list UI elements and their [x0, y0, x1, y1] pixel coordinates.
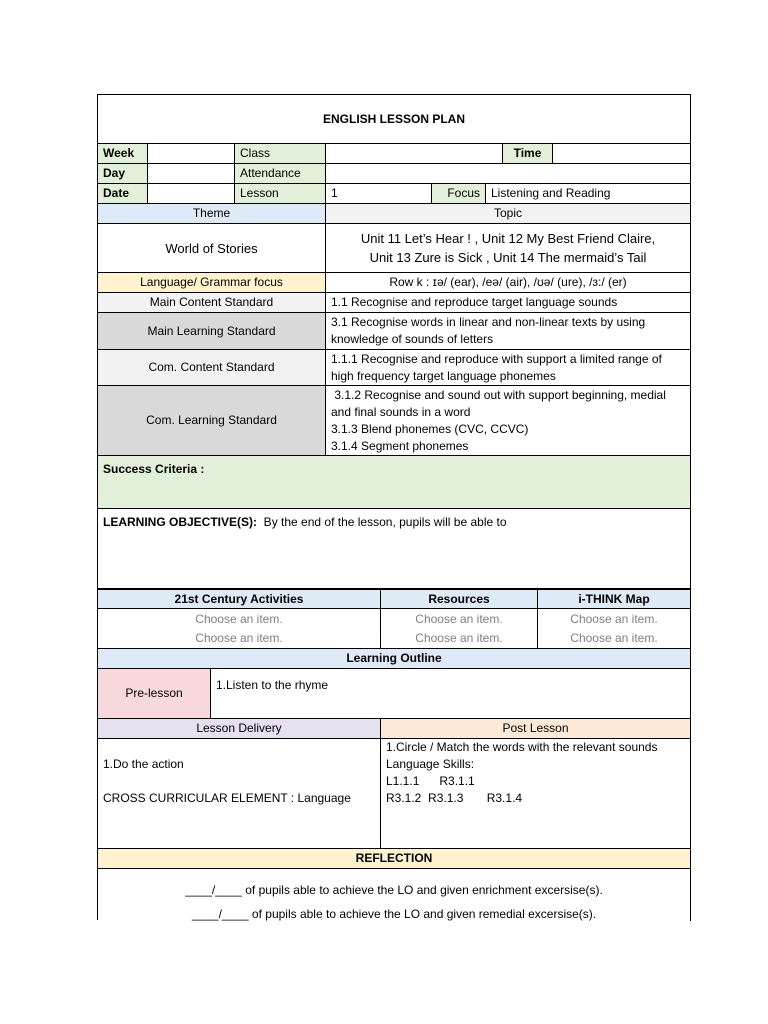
com-content-standard-label: Com. Content Standard — [98, 350, 326, 386]
post-lesson-line: L1.1.1 R3.1.1 — [386, 774, 475, 788]
main-learning-standard-value — [326, 313, 691, 350]
ithink-map-header: i-THINK Map — [538, 589, 691, 609]
choose-item-dropdown[interactable]: Choose an item. — [195, 630, 283, 645]
grammar-focus-value: Row k : ɪə/ (ear), /eə/ (air), /ʊə/ (ure), /ɜ:/ (er) — [326, 273, 691, 293]
post-lesson-content — [381, 739, 691, 849]
lesson-delivery-header: Lesson Delivery — [98, 719, 381, 739]
reflection-enrichment-line: ____/____ of pupils able to achieve the LO and given enrichment excersise(s). — [185, 883, 603, 897]
time-value[interactable] — [553, 144, 691, 164]
century-activities-header: 21st Century Activities — [98, 589, 381, 609]
day-label: Day — [98, 164, 148, 184]
date-value[interactable] — [148, 184, 235, 204]
class-value[interactable] — [326, 144, 503, 164]
resources-header: Resources — [381, 589, 538, 609]
pre-lesson-label: Pre-lesson — [98, 669, 211, 719]
choose-item-dropdown[interactable]: Choose an item. — [195, 611, 283, 626]
standard-line: high frequency target language phonemes — [331, 368, 556, 383]
week-label: Week — [98, 144, 148, 164]
cross-curricular-element: CROSS CURRICULAR ELEMENT : Language — [103, 791, 351, 805]
standard-line: 3.1.2 Recognise and sound out with support beginning, medial — [331, 387, 666, 402]
lesson-plan-page — [97, 94, 691, 920]
choose-item-dropdown[interactable]: Choose an item. — [570, 611, 658, 626]
standard-line: and final sounds in a word — [331, 404, 471, 419]
standard-line: knowledge of sounds of letters — [331, 332, 494, 346]
main-content-standard-label: Main Content Standard — [98, 293, 326, 313]
pre-lesson-text: 1.Listen to the rhyme — [211, 669, 691, 719]
page-title: ENGLISH LESSON PLAN — [98, 95, 691, 144]
delivery-step: 1.Do the action — [103, 757, 184, 771]
main-content-standard-value: 1.1 Recognise and reproduce target language sounds — [326, 293, 691, 313]
standard-line: 3.1 Recognise words in linear and non-linear texts by using — [331, 315, 646, 329]
standard-line: 1.1.1 Recognise and reproduce with support a limited range of — [331, 351, 662, 366]
learning-objectives-text: By the end of the lesson, pupils will be able to — [257, 515, 507, 529]
theme-header: Theme — [98, 204, 326, 224]
topic-line: Unit 11 Let’s Hear ! , Unit 12 My Best Friend Claire, — [360, 231, 656, 246]
topic-header: Topic — [326, 204, 691, 224]
learning-objectives[interactable] — [98, 509, 691, 589]
lesson-delivery-content — [98, 739, 381, 849]
com-content-standard-value — [326, 350, 691, 386]
post-lesson-header: Post Lesson — [381, 719, 691, 739]
resources-select[interactable] — [381, 609, 538, 649]
reflection-content — [98, 869, 691, 921]
success-criteria[interactable]: Success Criteria : — [98, 456, 691, 509]
reflection-header: REFLECTION — [98, 849, 691, 869]
century-activities-select[interactable] — [98, 609, 381, 649]
topic-value — [326, 224, 691, 273]
choose-item-dropdown[interactable]: Choose an item. — [415, 611, 503, 626]
choose-item-dropdown[interactable]: Choose an item. — [415, 630, 503, 645]
focus-label: Focus — [432, 184, 486, 204]
lesson-value[interactable]: 1 — [326, 184, 432, 204]
day-value[interactable] — [148, 164, 235, 184]
grammar-focus-label: Language/ Grammar focus — [98, 273, 326, 293]
learning-objectives-label: LEARNING OBJECTIVE(S): — [103, 515, 258, 529]
lesson-label: Lesson — [235, 184, 326, 204]
time-label: Time — [503, 144, 553, 164]
ithink-map-select[interactable] — [538, 609, 691, 649]
learning-outline-header: Learning Outline — [98, 649, 691, 669]
com-learning-standard-label: Com. Learning Standard — [98, 386, 326, 456]
post-lesson-line: R3.1.2 R3.1.3 R3.1.4 — [386, 791, 523, 805]
week-value[interactable] — [148, 144, 235, 164]
choose-item-dropdown[interactable]: Choose an item. — [570, 630, 658, 645]
post-lesson-line: Language Skills: — [386, 757, 475, 771]
com-learning-standard-value — [326, 386, 691, 456]
class-label: Class — [235, 144, 326, 164]
main-learning-standard-label: Main Learning Standard — [98, 313, 326, 350]
post-lesson-line: 1.Circle / Match the words with the relevant sounds — [386, 740, 658, 754]
theme-value: World of Stories — [98, 224, 326, 273]
standard-line: 3.1.4 Segment phonemes — [331, 438, 469, 453]
reflection-remedial-line: ____/____ of pupils able to achieve the LO and given remedial excersise(s). — [191, 907, 597, 921]
attendance-value[interactable] — [326, 164, 691, 184]
topic-line: Unit 13 Zure is Sick , Unit 14 The mermaid’s Tail — [369, 250, 647, 265]
standard-line: 3.1.3 Blend phonemes (CVC, CCVC) — [331, 421, 529, 436]
attendance-label: Attendance — [235, 164, 326, 184]
date-label: Date — [98, 184, 148, 204]
focus-value[interactable]: Listening and Reading — [486, 184, 691, 204]
